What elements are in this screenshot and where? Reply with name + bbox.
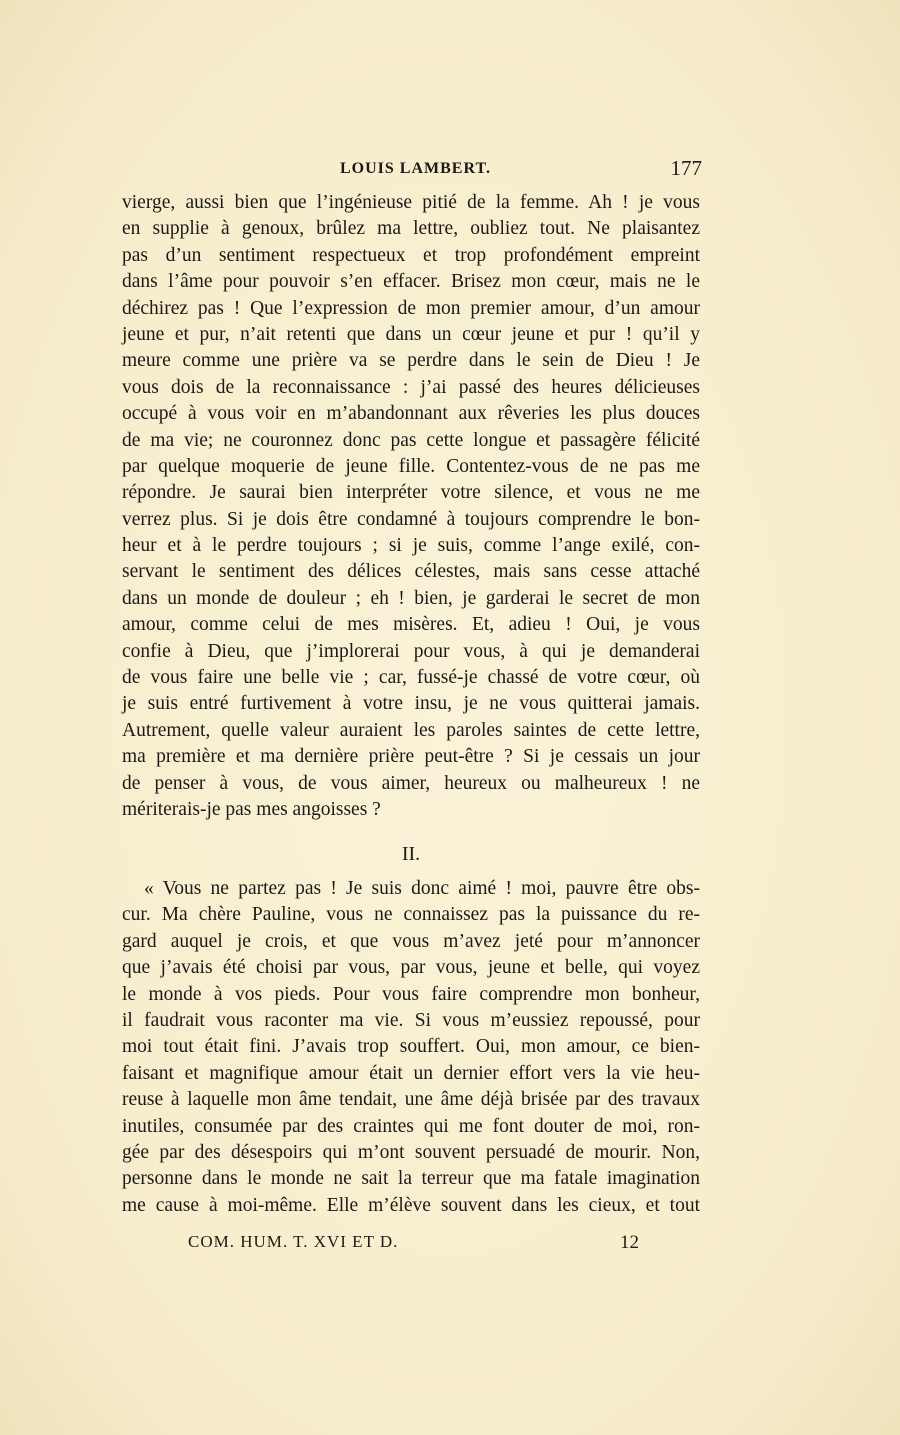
text-line: de ma vie; ne couronnez donc pas cette longue et passagère félicité xyxy=(122,429,700,451)
text-line: « Vous ne partez pas ! Je suis donc aimé ! moi, pauvre être obs- xyxy=(144,878,700,899)
text-line: reuse à laquelle mon âme tendait, une âme déjà brisée par des travaux xyxy=(122,1089,700,1111)
text-line: de vous faire une belle vie ; car, fussé-je chassé de votre cœur, où xyxy=(122,667,700,689)
text-line: meure comme une prière va se perdre dans le sein de Dieu ! Je xyxy=(122,350,700,372)
running-title: LOUIS LAMBERT. xyxy=(340,160,491,177)
text-line: mériterais-je pas mes angoisses ? xyxy=(122,798,381,820)
text-line: dans l’âme pour pouvoir s’en effacer. Brisez mon cœur, mais ne le xyxy=(122,271,700,293)
text-line: de penser à vous, de vous aimer, heureux ou malheureux ! ne xyxy=(122,772,700,794)
text-line: inutiles, consumée par des craintes qui me font douter de moi, ron- xyxy=(122,1115,700,1137)
text-line: vous dois de la reconnaissance : j’ai passé des heures délicieuses xyxy=(122,376,700,398)
text-line: verrez plus. Si je dois être condamné à toujours comprendre le bon- xyxy=(122,508,700,530)
text-line: que j’avais été choisi par vous, par vous, jeune et belle, qui voyez xyxy=(122,957,700,979)
text-line: me cause à moi-même. Elle m’élève souvent dans les cieux, et tout xyxy=(122,1194,700,1216)
text-line: confie à Dieu, que j’implorerai pour vous, à qui je demanderai xyxy=(122,640,700,662)
text-line: moi tout était fini. J’avais trop souffert. Oui, mon amour, ce bien- xyxy=(122,1036,700,1058)
section-heading: II. xyxy=(401,843,421,865)
text-line: personne dans le monde ne sait la terreur que ma fatale imagination xyxy=(122,1168,700,1190)
text-line: le monde à vos pieds. Pour vous faire comprendre mon bonheur, xyxy=(122,983,700,1005)
running-header xyxy=(122,156,702,184)
text-line: gard auquel je crois, et que vous m’avez jeté pour m’annoncer xyxy=(122,930,700,952)
text-line: par quelque moquerie de jeune fille. Contentez-vous de ne pas me xyxy=(122,455,700,477)
signature-mark: COM. HUM. T. XVI ET D. xyxy=(188,1232,399,1251)
text-line: répondre. Je saurai bien interpréter votre silence, et vous ne me xyxy=(122,482,700,504)
text-line: gée par des désespoirs qui m’ont souvent persuadé de mourir. Non, xyxy=(122,1141,700,1163)
text-line: cur. Ma chère Pauline, vous ne connaissez pas la puissance du re- xyxy=(122,904,700,926)
text-line: il faudrait vous raconter ma vie. Si vous m’eussiez repoussé, pour xyxy=(122,1009,700,1031)
text-line: en supplie à genoux, brûlez ma lettre, oubliez tout. Ne plaisantez xyxy=(122,218,700,240)
text-line: dans un monde de douleur ; eh ! bien, je garderai le secret de mon xyxy=(122,587,700,609)
text-line: pas d’un sentiment respectueux et trop profondément empreint xyxy=(122,244,700,266)
page-number: 177 xyxy=(670,156,702,180)
text-line: servant le sentiment des délices célestes, mais sans cesse attaché xyxy=(122,561,700,583)
text-line: vierge, aussi bien que l’ingénieuse pitié de la femme. Ah ! je vous xyxy=(122,192,700,213)
paragraph-2 xyxy=(122,876,700,1219)
paragraph-1 xyxy=(122,190,700,823)
text-line: faisant et magnifique amour était un dernier effort vers la vie heu- xyxy=(122,1062,700,1084)
text-line: jeune et pur, n’ait retenti que dans un cœur jeune et pur ! qu’il y xyxy=(122,323,700,345)
text-line: occupé à vous voir en m’abandonnant aux rêveries les plus douces xyxy=(122,403,700,425)
text-line: ma première et ma dernière prière peut-être ? Si je cessais un jour xyxy=(122,746,700,768)
text-line: heur et à le perdre toujours ; si je suis, comme l’ange exilé, con- xyxy=(122,535,700,557)
sheet-number: 12 xyxy=(620,1232,639,1253)
text-line: amour, comme celui de mes misères. Et, adieu ! Oui, je vous xyxy=(122,614,700,636)
text-line: je suis entré furtivement à votre insu, je ne vous quitterai jamais. xyxy=(122,693,700,715)
text-line: déchirez pas ! Que l’expression de mon premier amour, d’un amour xyxy=(122,297,700,319)
text-line: Autrement, quelle valeur auraient les paroles saintes de cette lettre, xyxy=(122,719,700,741)
